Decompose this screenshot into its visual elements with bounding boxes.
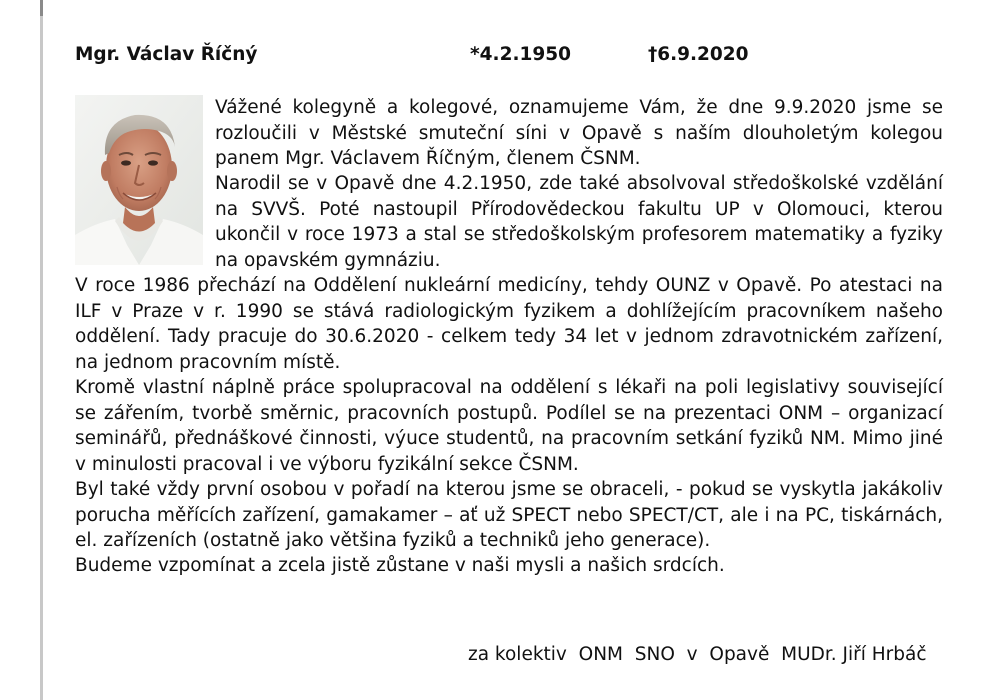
obituary-paragraph: Byl také vždy první osobou v pořadí na kterou jsme se obraceli, - pokud se vyskytla jakákoliv porucha měřících zařízení, gamakamer – ať už SPECT nebo SPECT/CT, ale i na PC, tiskárnách, el. zařízeních (ostatně jako většina fyziků a techniků jeho generace). (75, 479, 943, 551)
closing-line: Budeme vzpomínat a zcela jistě zůstane v naši mysli a našich srdcích. (75, 555, 725, 576)
left-border-line (40, 0, 43, 700)
death-date: †6.9.2020 (648, 44, 749, 65)
portrait-photo (75, 95, 203, 265)
deceased-name: Mgr. Václav Říčný (75, 44, 258, 65)
obituary-paragraph: Narodil se v Opavě dne 4.2.1950, zde také absolvoval středoškolské vzdělání na SVVŠ. Poté nastoupil Přírodovědeckou fakultu UP v Olomouci, kterou ukončil v roce 1973 a stal se středoškolským profesorem matematiky a fyziky na opavském gymnáziu. (215, 173, 943, 271)
signature-line: za kolektiv ONM SNO v Opavě MUDr. Jiří Hrbáč (468, 644, 927, 665)
obituary-paragraph: Kromě vlastní náplně práce spolupracoval na oddělení s lékaři na poli legislativy související se zářením, tvorbě směrnic, pracovních postupů. Podílel se na prezentaci ONM – organizací seminářů, přednáškové činnosti, výuce studentů, na pracovním setkání fyziků NM. Mimo jiné v minulosti pracoval i ve výboru fyzikální sekce ČSNM. (75, 377, 943, 475)
portrait-photo-icon (75, 95, 203, 265)
obituary-paragraph: Vážené kolegyně a kolegové, oznamujeme Vám, že dne 9.9.2020 jsme se rozloučili v Městské smuteční síni v Opavě s naším dlouholetým kolegou panem Mgr. Václavem Říčným, členem ČSNM. (215, 97, 943, 169)
top-border-tick (40, 0, 43, 16)
birth-date: *4.2.1950 (470, 44, 571, 65)
obituary-paragraph: V roce 1986 přechází na Oddělení nukleární medicíny, tehdy OUNZ v Opavě. Po atestaci na ILF v Praze v r. 1990 se stává radiologickým fyzikem a dohlížejícím pracovníkem našeho oddělení. Tady pracuje do 30.6.2020 - celkem tedy 34 let v jednom zdravotnickém zařízení, na jednom pracovním místě. (75, 275, 943, 373)
